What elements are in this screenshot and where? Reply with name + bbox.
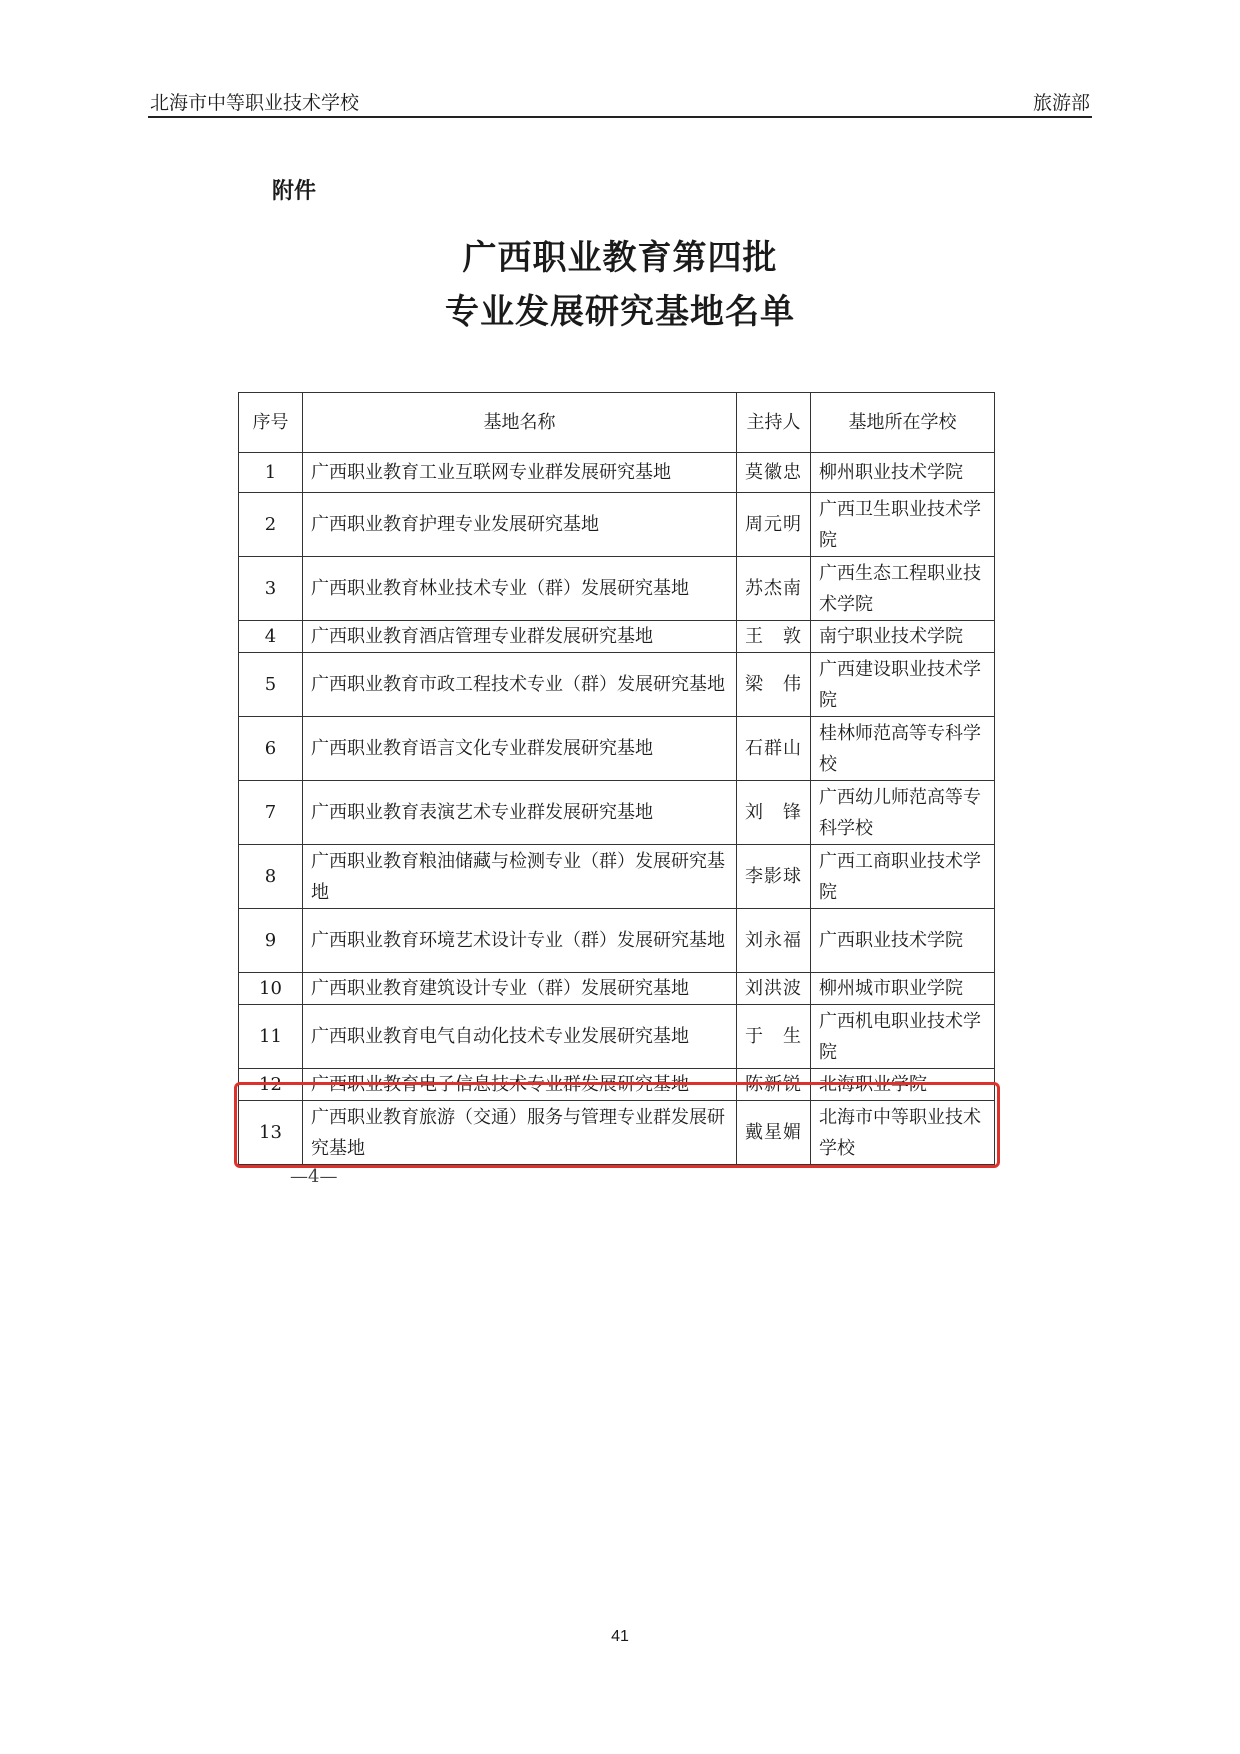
row-base-name: 广西职业教育建筑设计专业（群）发展研究基地 [303, 973, 737, 1005]
row-num: 10 [239, 973, 303, 1005]
row-base-name: 广西职业教育电子信息技术专业群发展研究基地 [303, 1069, 737, 1101]
table-row [239, 453, 995, 493]
row-host: 石群山 [737, 717, 811, 781]
row-school: 广西机电职业技术学院 [811, 1005, 995, 1069]
row-base-name: 广西职业教育护理专业发展研究基地 [303, 493, 737, 557]
table-row [239, 557, 995, 621]
row-host: 王 敦 [737, 621, 811, 653]
table-row [239, 621, 995, 653]
row-num: 8 [239, 845, 303, 909]
column-header-name: 基地名称 [303, 393, 737, 453]
row-host: 戴星媚 [737, 1101, 811, 1165]
row-num: 12 [239, 1069, 303, 1101]
row-school: 柳州职业技术学院 [811, 453, 995, 493]
row-school: 广西职业技术学院 [811, 909, 995, 973]
row-base-name: 广西职业教育电气自动化技术专业发展研究基地 [303, 1005, 737, 1069]
row-base-name: 广西职业教育表演艺术专业群发展研究基地 [303, 781, 737, 845]
row-base-name: 广西职业教育酒店管理专业群发展研究基地 [303, 621, 737, 653]
row-num: 9 [239, 909, 303, 973]
row-school: 广西生态工程职业技术学院 [811, 557, 995, 621]
column-header-school: 基地所在学校 [811, 393, 995, 453]
row-school: 广西幼儿师范高等专科学校 [811, 781, 995, 845]
column-header-host: 主持人 [737, 393, 811, 453]
row-school: 广西工商职业技术学院 [811, 845, 995, 909]
row-host: 刘洪波 [737, 973, 811, 1005]
row-host: 周元明 [737, 493, 811, 557]
column-header-num: 序号 [239, 393, 303, 453]
row-num: 1 [239, 453, 303, 493]
row-school: 北海职业学院 [811, 1069, 995, 1101]
row-host: 苏杰南 [737, 557, 811, 621]
row-host: 刘 锋 [737, 781, 811, 845]
page-header [148, 84, 1092, 118]
table-row [239, 909, 995, 973]
row-base-name: 广西职业教育环境艺术设计专业（群）发展研究基地 [303, 909, 737, 973]
row-base-name: 广西职业教育语言文化专业群发展研究基地 [303, 717, 737, 781]
document-title-line2: 专业发展研究基地名单 [445, 292, 795, 332]
original-page-mark: —4— [290, 1166, 338, 1187]
row-school: 桂林师范高等专科学校 [811, 717, 995, 781]
row-num: 2 [239, 493, 303, 557]
row-base-name: 广西职业教育工业互联网专业群发展研究基地 [303, 453, 737, 493]
table-row [239, 973, 995, 1005]
row-host: 刘永福 [737, 909, 811, 973]
row-host: 莫徽忠 [737, 453, 811, 493]
row-num: 6 [239, 717, 303, 781]
row-host: 陈新锐 [737, 1069, 811, 1101]
research-base-table [238, 392, 995, 1165]
document-title-line1: 广西职业教育第四批 [462, 238, 778, 278]
row-host: 梁 伟 [737, 653, 811, 717]
row-school: 北海市中等职业技术学校 [811, 1101, 995, 1165]
table-row [239, 1005, 995, 1069]
table-row [239, 717, 995, 781]
row-base-name: 广西职业教育市政工程技术专业（群）发展研究基地 [303, 653, 737, 717]
row-num: 7 [239, 781, 303, 845]
row-num: 3 [239, 557, 303, 621]
row-num: 4 [239, 621, 303, 653]
row-num: 11 [239, 1005, 303, 1069]
page-number: 41 [611, 1628, 629, 1645]
highlight-box [234, 1082, 1000, 1168]
row-school: 广西建设职业技术学院 [811, 653, 995, 717]
header-school: 北海市中等职业技术学校 [150, 92, 360, 114]
table-row [239, 493, 995, 557]
row-school: 柳州城市职业学院 [811, 973, 995, 1005]
row-host: 于 生 [737, 1005, 811, 1069]
row-base-name: 广西职业教育旅游（交通）服务与管理专业群发展研究基地 [303, 1101, 737, 1165]
header-department: 旅游部 [1032, 92, 1090, 114]
table-row [239, 845, 995, 909]
attachment-label: 附件 [272, 179, 317, 204]
row-school: 南宁职业技术学院 [811, 621, 995, 653]
table-row [239, 653, 995, 717]
row-school: 广西卫生职业技术学院 [811, 493, 995, 557]
row-base-name: 广西职业教育林业技术专业（群）发展研究基地 [303, 557, 737, 621]
table-header-row [239, 393, 995, 453]
row-base-name: 广西职业教育粮油储藏与检测专业（群）发展研究基地 [303, 845, 737, 909]
row-host: 李影球 [737, 845, 811, 909]
row-num: 5 [239, 653, 303, 717]
row-num: 13 [239, 1101, 303, 1165]
table-row [239, 781, 995, 845]
